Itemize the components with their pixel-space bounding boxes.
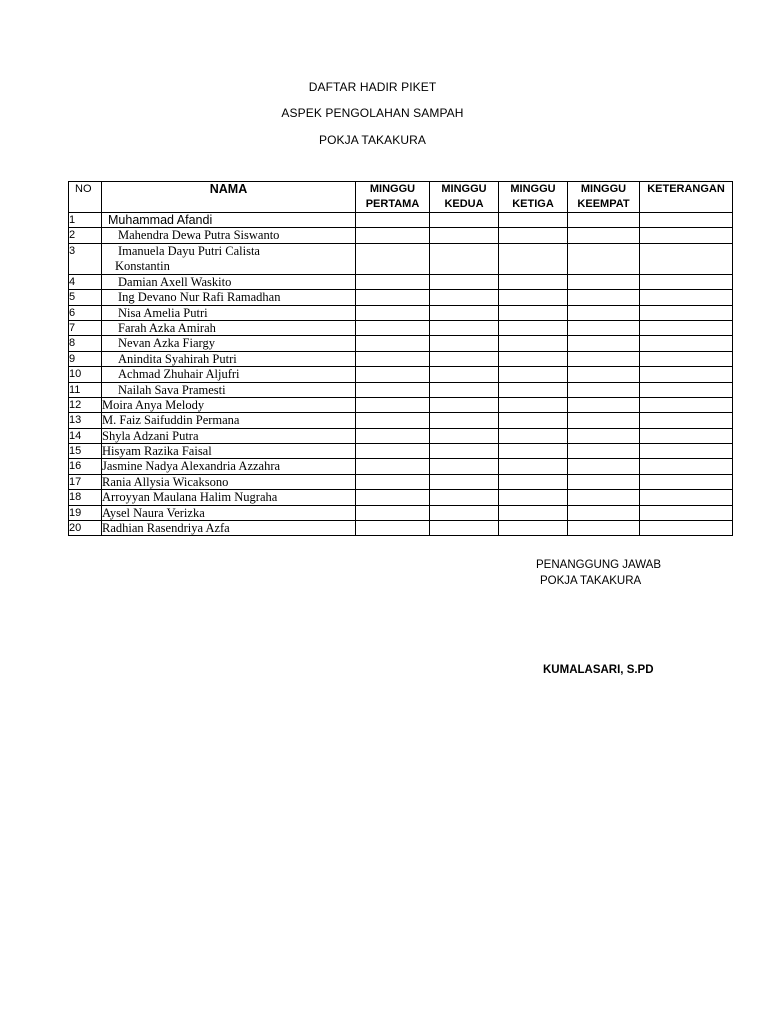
cell-minggu-pertama — [356, 336, 430, 351]
cell-minggu-pertama — [356, 351, 430, 366]
cell-minggu-keempat — [568, 521, 640, 536]
row-number: 12 — [69, 397, 102, 412]
header-minggu-pertama — [356, 182, 430, 213]
document-group: POKJA TAKAKURA — [319, 133, 426, 147]
cell-minggu-ketiga — [499, 367, 568, 382]
row-name: Nisa Amelia Putri — [102, 305, 356, 320]
row-number: 8 — [69, 336, 102, 351]
signature-group: POKJA TAKAKURA — [540, 575, 642, 587]
cell-minggu-kedua — [430, 320, 499, 335]
cell-minggu-keempat — [568, 382, 640, 397]
cell-minggu-keempat — [568, 397, 640, 412]
cell-minggu-pertama — [356, 290, 430, 305]
cell-minggu-pertama — [356, 459, 430, 474]
cell-minggu-kedua — [430, 213, 499, 228]
header-minggu-ketiga — [499, 182, 568, 213]
cell-keterangan — [640, 505, 733, 520]
header-label: MINGGU — [441, 183, 487, 195]
cell-keterangan — [640, 397, 733, 412]
row-name: Muhammad Afandi — [102, 213, 356, 228]
cell-keterangan — [640, 243, 733, 274]
cell-keterangan — [640, 290, 733, 305]
cell-minggu-kedua — [430, 305, 499, 320]
row-name-line1: Imanuela Dayu Putri Calista — [118, 243, 260, 258]
cell-minggu-pertama — [356, 320, 430, 335]
row-number: 10 — [69, 367, 102, 382]
cell-minggu-ketiga — [499, 490, 568, 505]
cell-minggu-kedua — [430, 243, 499, 274]
row-number: 9 — [69, 351, 102, 366]
row-number: 1 — [69, 213, 102, 228]
cell-minggu-pertama — [356, 413, 430, 428]
cell-minggu-kedua — [430, 274, 499, 289]
document-subtitle: ASPEK PENGOLAHAN SAMPAH — [281, 106, 464, 120]
row-name: Nailah Sava Pramesti — [102, 382, 356, 397]
table-row — [69, 521, 733, 536]
cell-minggu-keempat — [568, 336, 640, 351]
row-number: 4 — [69, 274, 102, 289]
header-label: KEEMPAT — [577, 198, 630, 210]
cell-minggu-pertama — [356, 274, 430, 289]
table-row — [69, 459, 733, 474]
table-row — [69, 397, 733, 412]
cell-minggu-ketiga — [499, 320, 568, 335]
cell-minggu-kedua — [430, 367, 499, 382]
signature-role: PENANGGUNG JAWAB — [536, 559, 662, 571]
row-name — [102, 243, 356, 274]
header-label: KEDUA — [444, 198, 484, 210]
table-row — [69, 213, 733, 228]
row-number: 15 — [69, 444, 102, 459]
header-label: MINGGU — [580, 183, 627, 195]
cell-keterangan — [640, 413, 733, 428]
table-header-row — [69, 182, 733, 213]
row-number: 5 — [69, 290, 102, 305]
cell-minggu-keempat — [568, 274, 640, 289]
cell-minggu-ketiga — [499, 274, 568, 289]
cell-minggu-keempat — [568, 290, 640, 305]
table-row — [69, 474, 733, 489]
cell-minggu-keempat — [568, 243, 640, 274]
row-name: M. Faiz Saifuddin Permana — [102, 413, 356, 428]
cell-minggu-keempat — [568, 228, 640, 243]
cell-minggu-keempat — [568, 505, 640, 520]
cell-minggu-keempat — [568, 474, 640, 489]
cell-keterangan — [640, 228, 733, 243]
table-row — [69, 243, 733, 274]
cell-keterangan — [640, 274, 733, 289]
cell-minggu-pertama — [356, 213, 430, 228]
cell-minggu-pertama — [356, 521, 430, 536]
row-number: 7 — [69, 320, 102, 335]
cell-minggu-keempat — [568, 428, 640, 443]
cell-minggu-keempat — [568, 459, 640, 474]
row-number: 3 — [69, 243, 102, 274]
cell-minggu-ketiga — [499, 459, 568, 474]
cell-minggu-ketiga — [499, 305, 568, 320]
table-row — [69, 290, 733, 305]
attendance-table — [68, 181, 733, 536]
cell-minggu-ketiga — [499, 428, 568, 443]
cell-minggu-kedua — [430, 428, 499, 443]
cell-minggu-kedua — [430, 474, 499, 489]
signature-name: KUMALASARI, S.PD — [543, 664, 654, 676]
table-row — [69, 336, 733, 351]
header-minggu-keempat — [568, 182, 640, 213]
cell-minggu-kedua — [430, 290, 499, 305]
cell-keterangan — [640, 305, 733, 320]
table-row — [69, 428, 733, 443]
cell-minggu-kedua — [430, 505, 499, 520]
cell-minggu-keempat — [568, 413, 640, 428]
row-number: 13 — [69, 413, 102, 428]
cell-minggu-keempat — [568, 305, 640, 320]
table-row — [69, 320, 733, 335]
cell-minggu-kedua — [430, 413, 499, 428]
cell-minggu-kedua — [430, 336, 499, 351]
row-name: Farah Azka Amirah — [102, 320, 356, 335]
table-row — [69, 490, 733, 505]
row-name: Arroyyan Maulana Halim Nugraha — [102, 490, 356, 505]
table-row — [69, 274, 733, 289]
header-label: PERTAMA — [365, 198, 420, 210]
table-row — [69, 351, 733, 366]
row-name: Aysel Naura Verizka — [102, 505, 356, 520]
cell-minggu-keempat — [568, 213, 640, 228]
row-name: Jasmine Nadya Alexandria Azzahra — [102, 459, 356, 474]
row-number: 11 — [69, 382, 102, 397]
cell-minggu-ketiga — [499, 505, 568, 520]
row-name: Hisyam Razika Faisal — [102, 444, 356, 459]
cell-keterangan — [640, 428, 733, 443]
cell-keterangan — [640, 474, 733, 489]
row-number: 20 — [69, 521, 102, 536]
row-name: Achmad Zhuhair Aljufri — [102, 367, 356, 382]
cell-minggu-ketiga — [499, 336, 568, 351]
row-name: Moira Anya Melody — [102, 397, 356, 412]
row-name: Mahendra Dewa Putra Siswanto — [102, 228, 356, 243]
cell-minggu-kedua — [430, 490, 499, 505]
header-no: NO — [69, 182, 102, 213]
cell-minggu-keempat — [568, 444, 640, 459]
row-number: 16 — [69, 459, 102, 474]
cell-keterangan — [640, 213, 733, 228]
cell-minggu-keempat — [568, 490, 640, 505]
cell-minggu-pertama — [356, 444, 430, 459]
row-name: Anindita Syahirah Putri — [102, 351, 356, 366]
cell-minggu-ketiga — [499, 397, 568, 412]
cell-keterangan — [640, 444, 733, 459]
cell-minggu-pertama — [356, 505, 430, 520]
header-label: MINGGU — [510, 183, 556, 195]
cell-minggu-pertama — [356, 397, 430, 412]
cell-minggu-pertama — [356, 367, 430, 382]
header-label: KETIGA — [512, 198, 554, 210]
cell-minggu-keempat — [568, 320, 640, 335]
cell-minggu-kedua — [430, 397, 499, 412]
row-name: Ing Devano Nur Rafi Ramadhan — [102, 290, 356, 305]
cell-minggu-kedua — [430, 382, 499, 397]
row-name: Rania Allysia Wicaksono — [102, 474, 356, 489]
cell-minggu-pertama — [356, 428, 430, 443]
cell-minggu-ketiga — [499, 228, 568, 243]
document-title: DAFTAR HADIR PIKET — [308, 80, 437, 94]
cell-minggu-ketiga — [499, 444, 568, 459]
row-name-line2: Konstantin — [115, 258, 170, 273]
table-row — [69, 305, 733, 320]
row-name: Radhian Rasendriya Azfa — [102, 521, 356, 536]
row-number: 17 — [69, 474, 102, 489]
cell-keterangan — [640, 382, 733, 397]
header-nama: NAMA — [102, 182, 356, 213]
cell-keterangan — [640, 336, 733, 351]
cell-minggu-kedua — [430, 459, 499, 474]
cell-keterangan — [640, 320, 733, 335]
cell-minggu-kedua — [430, 351, 499, 366]
cell-keterangan — [640, 521, 733, 536]
header-label: MINGGU — [369, 183, 416, 195]
row-name: Shyla Adzani Putra — [102, 428, 356, 443]
cell-minggu-pertama — [356, 382, 430, 397]
row-name: Nevan Azka Fiargy — [102, 336, 356, 351]
cell-minggu-ketiga — [499, 474, 568, 489]
table-row — [69, 382, 733, 397]
cell-minggu-ketiga — [499, 213, 568, 228]
cell-minggu-keempat — [568, 367, 640, 382]
cell-keterangan — [640, 367, 733, 382]
cell-minggu-kedua — [430, 444, 499, 459]
table-row — [69, 228, 733, 243]
cell-keterangan — [640, 490, 733, 505]
row-number: 19 — [69, 505, 102, 520]
row-number: 14 — [69, 428, 102, 443]
cell-minggu-keempat — [568, 351, 640, 366]
cell-minggu-pertama — [356, 228, 430, 243]
cell-minggu-pertama — [356, 474, 430, 489]
cell-minggu-kedua — [430, 521, 499, 536]
cell-minggu-ketiga — [499, 290, 568, 305]
cell-minggu-kedua — [430, 228, 499, 243]
row-number: 6 — [69, 305, 102, 320]
header-minggu-kedua — [430, 182, 499, 213]
cell-minggu-ketiga — [499, 413, 568, 428]
table-row — [69, 413, 733, 428]
table-row — [69, 367, 733, 382]
cell-minggu-pertama — [356, 305, 430, 320]
cell-minggu-pertama — [356, 243, 430, 274]
row-name: Damian Axell Waskito — [102, 274, 356, 289]
cell-keterangan — [640, 459, 733, 474]
row-number: 18 — [69, 490, 102, 505]
row-number: 2 — [69, 228, 102, 243]
cell-minggu-ketiga — [499, 243, 568, 274]
cell-minggu-ketiga — [499, 521, 568, 536]
table-row — [69, 505, 733, 520]
cell-minggu-pertama — [356, 490, 430, 505]
cell-minggu-ketiga — [499, 351, 568, 366]
cell-keterangan — [640, 351, 733, 366]
header-keterangan: KETERANGAN — [640, 182, 733, 213]
cell-minggu-ketiga — [499, 382, 568, 397]
table-row — [69, 444, 733, 459]
